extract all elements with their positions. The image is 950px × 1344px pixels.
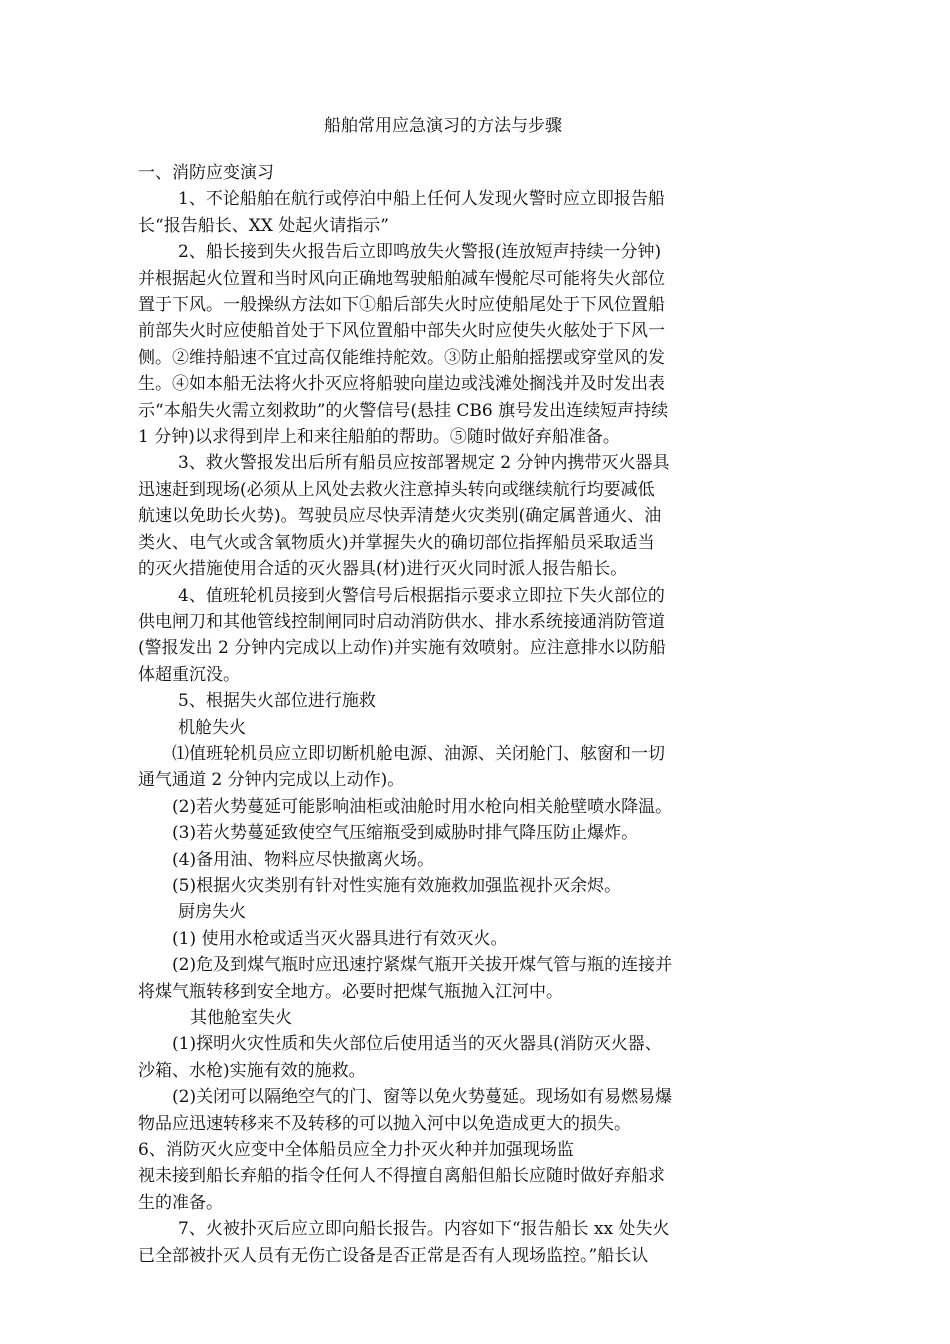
text-line: 类火、电气火或含氧物质火)并掌握失火的确切部位指挥船员采取适当 [138,532,655,553]
text-line: 侧。②维持船速不宜过高仅能维持舵效。③防止船舶摇摆或穿堂风的发 [138,347,665,368]
text-line: 迅速赶到现场(必须从上风处去救火注意掉头转向或继续航行均要减低 [138,479,655,500]
document-title: 船舶常用应急演习的方法与步骤 [324,116,562,136]
text-line: 5、根据失火部位进行施救 [178,691,376,712]
text-line: 厨房失火 [178,902,246,923]
text-line: 的灭火措施使用合适的灭火器具(材)进行灭火同时派人报告船长。 [138,559,628,580]
text-line: 物品应迅速转移来不及转移的可以抛入河中以免造成更大的损失。 [138,1113,631,1134]
text-line: 其他舱室失火 [190,1008,292,1028]
text-line: 生的准备。 [138,1192,223,1213]
text-line: 供电闸刀和其他管线控制闸同时启动消防供水、排水系统接通消防管道 [138,611,665,632]
text-line: (1) 使用水枪或适当灭火器具进行有效灭火。 [172,928,508,949]
text-line: (4)备用油、物料应尽快撤离火场。 [172,849,435,870]
text-line: (2)若火势蔓延可能影响油柜或油舱时用水枪向相关舱壁喷水降温。 [172,796,673,817]
text-line: (5)根据火灾类别有针对性实施有效施救加强监视扑灭余烬。 [172,875,622,896]
text-line: 1 分钟)以求得到岸上和来往船舶的帮助。⑤随时做好弃船准备。 [138,427,620,448]
text-line: 并根据起火位置和当时风向正确地驾驶船舶减车慢舵尽可能将失火部位 [138,268,665,289]
text-line: (2)危及到煤气瓶时应迅速拧紧煤气瓶开关拔开煤气管与瓶的连接并 [172,955,673,976]
text-line: 前部失火时应使船首处于下风位置船中部失火时应使失火舷处于下风一 [138,321,665,342]
text-line: (1)探明火灾性质和失火部位后使用适当的灭火器具(消防灭火器、 [172,1034,662,1055]
text-line: 视未接到船长弃船的指令任何人不得擅自离船但船长应随时做好弃船求 [138,1166,665,1187]
text-line: (2)关闭可以隔绝空气的门、窗等以免火势蔓延。现场如有易燃易爆 [172,1087,673,1108]
text-line: 4、值班轮机员接到火警信号后根据指示要求立即拉下失火部位的 [178,585,665,606]
text-line: 示“本船失火需立刻救助”的火警信号(悬挂 CB6 旗号发出连续短声持续 [138,400,669,421]
text-line: 2、船长接到失火报告后立即鸣放失火警报(连放短声持续一分钟) [178,242,662,263]
text-line: 3、救火警报发出后所有船员应按部署规定 2 分钟内携带灭火器具 [178,453,670,474]
text-line: ⑴值班轮机员应立即切断机舱电源、油源、关闭舱门、舷窗和一切 [172,743,665,764]
text-line: 机舱失火 [178,717,246,738]
document-body [138,160,748,1269]
text-line: (3)若火势蔓延致使空气压缩瓶受到威胁时排气降压防止爆炸。 [172,823,639,844]
paragraph-lines [138,186,748,1269]
text-line: 航速以免助长火势)。驾驶员应尽快弄清楚火灾类别(确定属普通火、油 [138,506,662,527]
section-heading: 一、消防应变演习 [138,163,274,183]
text-line: 6、消防灭火应变中全体船员应全力扑灭火种并加强现场监 [138,1140,574,1161]
text-line: 7、火被扑灭后应立即向船长报告。内容如下“报告船长 xx 处失火 [178,1219,670,1240]
text-line: 沙箱、水枪)实施有效的施救。 [138,1060,366,1081]
text-line: 生。④如本船无法将火扑灭应将船驶向崖边或浅滩处搁浅并及时发出表 [138,374,665,395]
text-line: 将煤气瓶转移到安全地方。必要时把煤气瓶抛入江河中。 [138,981,563,1002]
text-line: 已全部被扑灭人员有无伤亡设备是否正常是否有人现场监控。”船长认 [138,1245,649,1266]
text-line: 长“报告船长、XX 处起火请指示” [138,215,389,236]
text-line: 通气通道 2 分钟内完成以上动作)。 [138,770,405,791]
text-line: 1、不论船舶在航行或停泊中船上任何人发现火警时应立即报告船 [178,189,665,210]
text-line: 置于下风。一般操纵方法如下①船后部失火时应使船尾处于下风位置船 [138,295,665,316]
text-line: (警报发出 2 分钟内完成以上动作)并实施有效喷射。应注意排水以防船 [138,638,666,659]
text-line: 体超重沉没。 [138,664,240,685]
